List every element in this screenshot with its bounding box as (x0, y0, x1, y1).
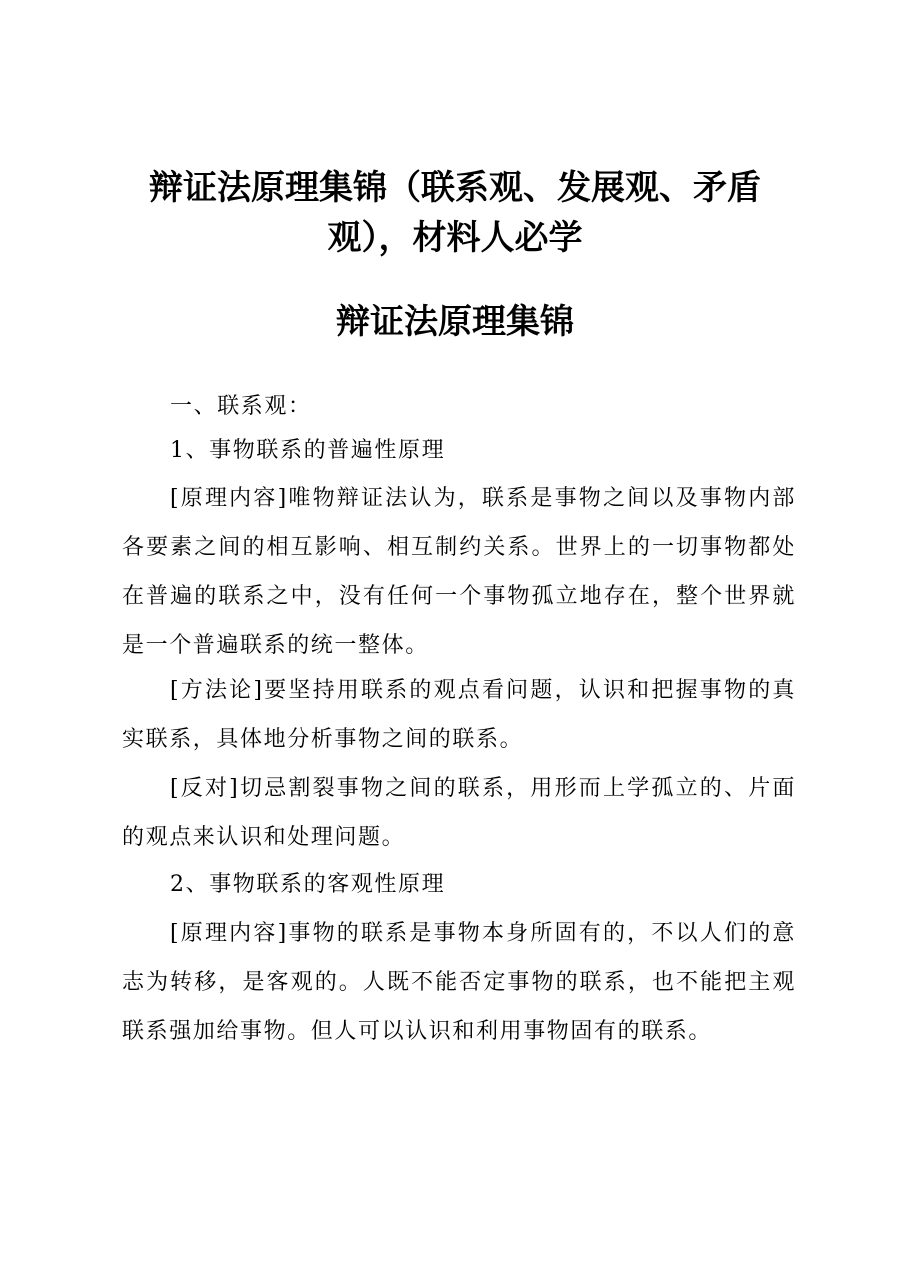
principle-heading-objectivity: 2、事物联系的客观性原理 (170, 872, 446, 897)
principle-heading-universality: 1、事物联系的普遍性原理 (170, 438, 446, 463)
paragraph-objectivity-content: [原理内容]事物的联系是事物本身所固有的，不以人们的意志为转移，是客观的。人既不能否定事物的联系，也不能把主观联系强加给事物。但人可以认识和利用事物固有的联系。 (122, 921, 796, 1044)
section-heading-connection: 一、联系观： (170, 394, 312, 419)
document-title: 辩证法原理集锦（联系观、发展观、矛盾观），材料人必学 (149, 168, 761, 258)
paragraph-universality-methodology: [方法论]要坚持用联系的观点看问题，认识和把握事物的真实联系，具体地分析事物之间的联系。 (122, 678, 796, 752)
paragraph-universality-oppose: [反对]切忌割裂事物之间的联系，用形而上学孤立的、片面的观点来认识和处理问题。 (122, 776, 796, 850)
paragraph-universality-content: [原理内容]唯物辩证法认为，联系是事物之间以及事物内部各要素之间的相互影响、相互制约关系。世界上的一切事物都处在普遍的联系之中，没有任何一个事物孤立地存在，整个世界就是一个普遍联系的统一整体。 (122, 486, 796, 658)
document-subtitle: 辩证法原理集锦 (336, 302, 574, 342)
